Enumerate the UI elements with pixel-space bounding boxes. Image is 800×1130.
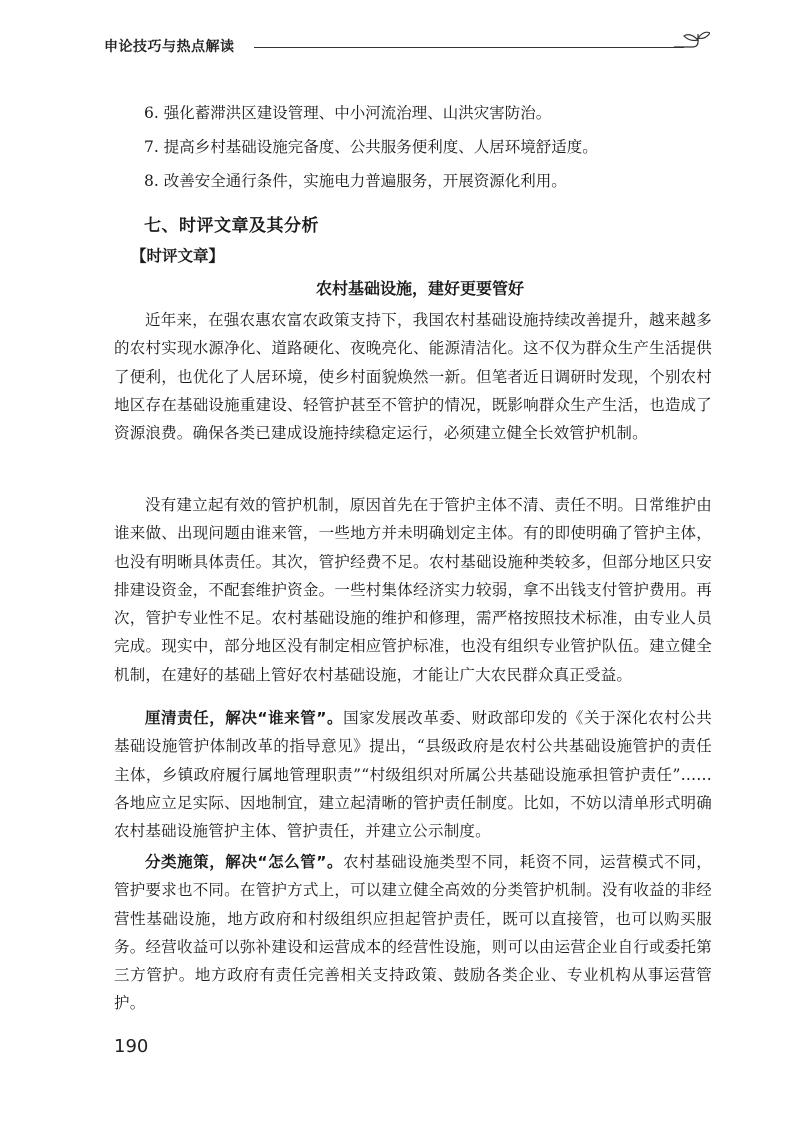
page-number: 190 [114,1036,149,1057]
paragraph-2-text: 没有建立起有效的管护机制，原因首先在于管护主体不清、责任不明。日常维护由谁来做、出现问题由谁来管，一些地方并未明确划定主体。有的即使明确了管护主体，也没有明晰具体责任。其次，管护经费不足。农村基础设施种类较多，但部分地区只安排建设资金，不配套维护资金。一些村集体经济实力较弱，拿不出钱支付管护费用。再次，管护专业性不足。农村基础设施的维护和修理，需严格按照技术标准，由专业人员完成。现实中，部分地区没有制定相应管护标准，也没有组织专业管护队伍。建立健全机制，在建好的基础上管好农村基础设施，才能让广大农民群众真正受益。 [114,496,712,684]
paragraph-4-lead: 分类施策，解决“怎么管”。 [145,853,344,871]
paragraph-4 [114,848,712,1018]
paragraph-1-text: 近年来，在强农惠农富农政策支持下，我国农村基础设施持续改善提升，越来越多的农村实现水源净化、道路硬化、夜晚亮化、能源清洁化。这不仅为群众生产生活提供了便利，也优化了人居环境，使乡村面貌焕然一新。但笔者近日调研时发现，个别农村地区存在基础设施重建设、轻管护甚至不管护的情况，既影响群众生产生活，也造成了资源浪费。确保各类已建成设施持续稳定运行，必须建立健全长效管护机制。 [114,311,712,443]
paragraph-3-text: 国家发展改革委、财政部印发的《关于深化农村公共基础设施管护体制改革的指导意见》提出，“县级政府是农村公共基础设施管护的责任主体，乡镇政府履行属地管理职责”“村级组织对所属公共基础设施承担管护责任”……各地应立足实际、因地制宜，建立起清晰的管护责任制度。比如，不妨以清单形式明确农村基础设施管护主体、管护责任，并建立公示制度。 [114,709,712,841]
sprout-icon [670,30,710,60]
running-header [104,30,714,70]
article-label: 【时评文章】 [131,247,225,265]
paragraph-3 [114,704,712,845]
list-item-7: 7. 提高乡村基础设施完备度、公共服务便利度、人居环境舒适度。 [144,138,598,156]
article-title: 农村基础设施，建好更要管好 [315,279,524,298]
list-item-6: 6. 强化蓄滞洪区建设管理、中小河流治理、山洪灾害防治。 [144,104,552,122]
paragraph-4-text: 农村基础设施类型不同，耗资不同，运营模式不同，管护要求也不同。在管护方式上，可以建立健全高效的分类管护机制。没有收益的非经营性基础设施，地方政府和村级组织应担起管护责任，既可以直接管，也可以购买服务。经营收益可以弥补建设和运营成本的经营性设施，则可以由运营企业自行或委托第三方管护。地方政府有责任完善相关支持政策、鼓励各类企业、专业机构从事运营管护。 [114,853,712,1013]
running-header-title: 申论技巧与热点解读 [104,39,235,55]
paragraph-3-lead: 厘清责任，解决“谁来管”。 [145,709,344,727]
paragraph-1 [114,306,712,447]
header-rule [254,47,684,48]
paragraph-2 [114,491,712,689]
section-heading: 七、时评文章及其分析 [144,216,319,236]
list-item-8: 8. 改善安全通行条件，实施电力普遍服务，开展资源化利用。 [144,172,567,190]
